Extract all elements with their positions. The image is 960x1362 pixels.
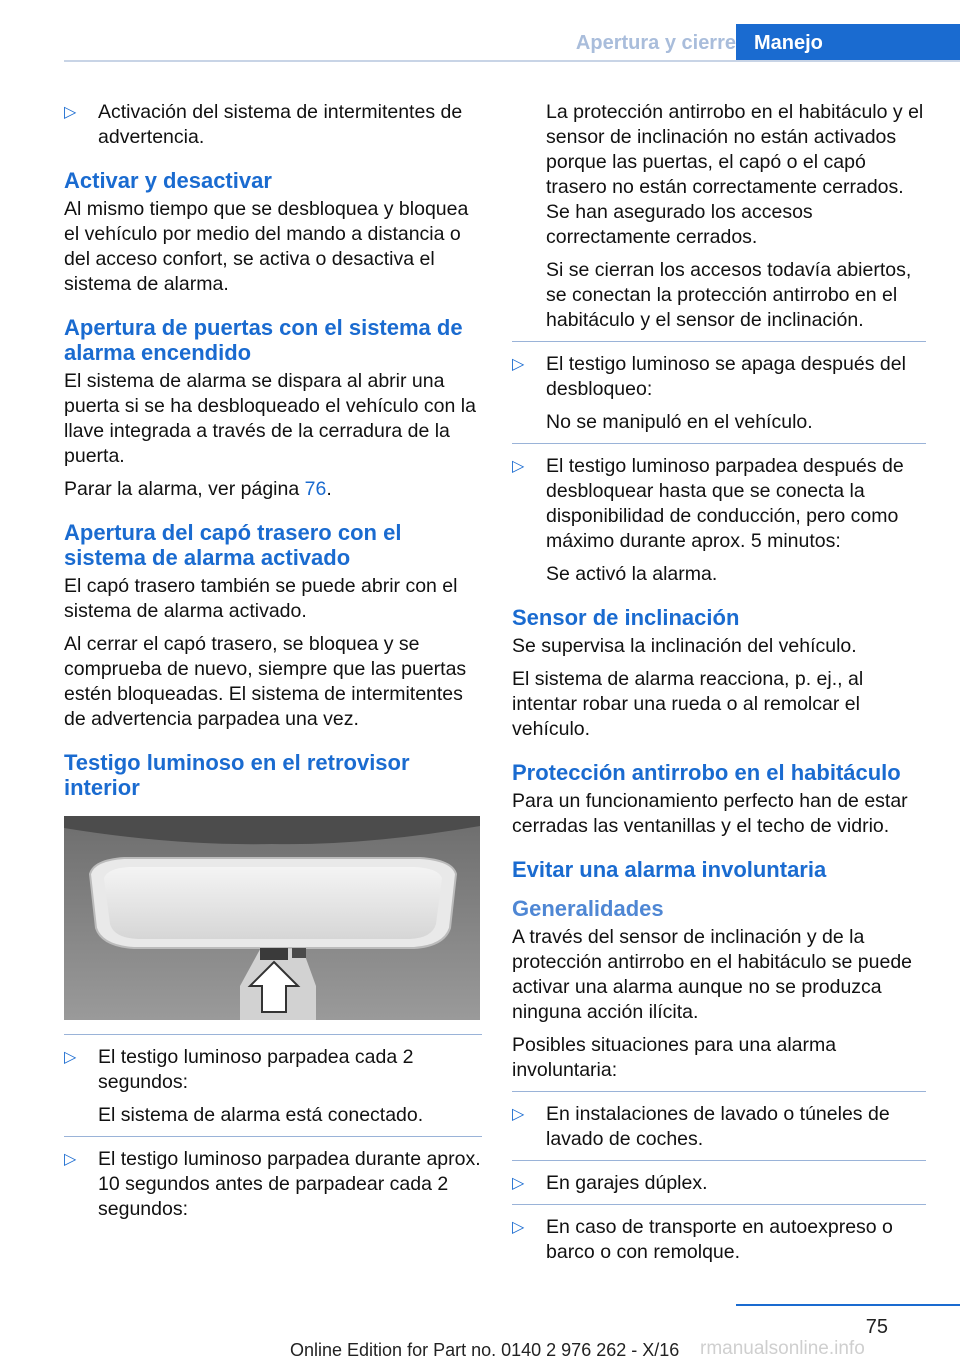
paragraph: La protección antirrobo en el habitáculo y el sensor de inclinación no están activados porque las puertas, el capó o el capó trasero no están correctamente cerrados. Se han asegurado los accesos correctamente cerrados. [546,101,924,248]
text: Parar la alarma, ver página [64,478,305,500]
bullet-triangle-icon: ▷ [512,1175,525,1192]
paragraph: Posibles situaciones para una alarma involuntaria: [512,1034,837,1081]
list-item [512,1102,926,1152]
paragraph: Para un funcionamiento perfecto han de estar cerradas las ventanillas y el techo de vidrio. [512,790,908,837]
subheading-generalidades: Generalidades [512,896,664,921]
header-rule [64,60,960,62]
bullet-text: En instalaciones de lavado o túneles de lavado de coches. [546,1103,890,1150]
list-divider [512,1160,926,1161]
bullet-triangle-icon: ▷ [64,104,77,121]
heading-apertura-puertas: Apertura de puertas con el sistema de alarma encendido [64,315,463,365]
bullet-triangle-icon: ▷ [64,1151,77,1168]
list-divider [64,1136,482,1137]
list-item [512,454,926,587]
heading-evitar: Evitar una alarma involuntaria [512,857,827,882]
text: . [326,478,332,500]
heading-proteccion: Protección antirrobo en el habitáculo [512,760,901,785]
header-section-title: Apertura y cierre [575,32,736,54]
bullet-text: En caso de transporte en autoexpreso o barco o con remolque. [546,1216,893,1263]
bullet-text: El testigo luminoso parpadea después de desbloquear hasta que se conecta la disponibilidad de conducción, pero como máximo durante aprox. 5 minutos: [546,455,904,552]
bullet-text: En garajes dúplex. [546,1172,708,1194]
bullet-subtext: Se activó la alarma. [546,563,718,585]
bullet-text: El testigo luminoso parpadea durante aprox. 10 segundos antes de parpadear cada 2 segundos: [98,1148,481,1220]
heading-activar: Activar y desactivar [64,168,272,193]
left-column [64,100,482,1230]
paragraph: El sistema de alarma se dispara al abrir una puerta si se ha desbloqueado el vehículo con la llave integrada a través de la cerradura de la puerta. [64,370,476,467]
continued-block [512,100,926,333]
paragraph-parar [64,477,482,502]
list-item [64,100,482,150]
list-divider [512,341,926,342]
bullet-subtext: No se manipuló en el vehículo. [546,411,813,433]
paragraph: El sistema de alarma reacciona, p. ej., al intentar robar una rueda o al remolcar el vehículo. [512,668,864,740]
bullet-subtext: El sistema de alarma está conectado. [98,1104,424,1126]
paragraph: Se supervisa la inclinación del vehículo. [512,635,857,657]
heading-capo: Apertura del capó trasero con el sistema de alarma activado [64,520,402,570]
paragraph: El capó trasero también se puede abrir con el sistema de alarma activado. [64,575,458,622]
list-item [512,1171,926,1196]
paragraph: Al mismo tiempo que se desbloquea y bloquea el vehículo por medio del mando a distancia o del acceso confort, se activa o desactiva el sistema de alarma. [64,198,469,295]
edition-footer: Online Edition for Part no. 0140 2 976 262 - X/16 [290,1340,680,1360]
list-divider [64,1034,482,1035]
heading-testigo: Testigo luminoso en el retrovisor interior [64,750,410,800]
bullet-triangle-icon: ▷ [512,1219,525,1236]
bullet-triangle-icon: ▷ [512,1106,525,1123]
list-item [512,1215,926,1265]
mirror-illustration [64,816,480,1020]
list-item [64,1147,482,1222]
bullet-text: El testigo luminoso parpadea cada 2 segundos: [98,1046,414,1093]
list-item [64,1045,482,1128]
page-link[interactable]: 76 [304,478,327,500]
right-column [512,100,926,1273]
bullet-triangle-icon: ▷ [64,1049,77,1066]
bullet-triangle-icon: ▷ [512,356,525,373]
bullet-triangle-icon: ▷ [512,458,525,475]
bullet-text: Activación del sistema de intermitentes de advertencia. [98,101,463,148]
header-chapter-tab: Manejo [736,24,960,62]
list-item [512,352,926,435]
paragraph: Al cerrar el capó trasero, se bloquea y se comprueba de nuevo, siempre que las puertas estén bloqueadas. El sistema de intermitentes de advertencia parpadea una vez. [64,633,467,730]
list-divider [512,443,926,444]
bullet-text: El testigo luminoso se apaga después del desbloqueo: [546,353,906,400]
watermark: rmanualsonline.info [700,1338,865,1359]
footer-rule [736,1304,960,1306]
page-number: 75 [865,1316,888,1338]
list-divider [512,1091,926,1092]
heading-sensor: Sensor de inclinación [512,605,740,630]
paragraph: A través del sensor de inclinación y de la protección antirrobo en el habitáculo se puede activar una alarma aunque no se produzca ninguna acción ilícita. [512,926,913,1023]
paragraph: Si se cierran los accesos todavía abiertos, se conectan la protección antirrobo en el habitáculo y el sensor de inclinación. [546,259,912,331]
list-divider [512,1204,926,1205]
